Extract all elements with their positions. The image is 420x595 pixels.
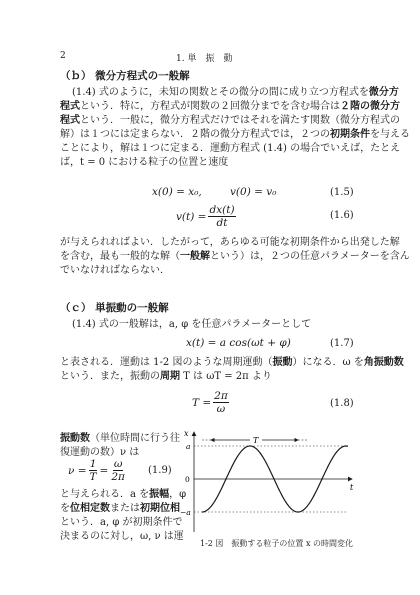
running-header: 1. 単 振 動 — [176, 54, 233, 64]
sb-line-3: 程式という．一般に，微分方程式だけではそれを満たす関数（微分方程式の — [60, 115, 400, 126]
axis-label-t: t — [350, 483, 354, 492]
sb-after-2: を含む，最も一般的な解（一般解という）は，２つの任意パラメーターを含ん — [60, 251, 410, 262]
sb-line-2: 程式という．特に，方程式が関数の２回微分までを含む場合は２階の微分方 — [60, 101, 400, 112]
eq-1-8-number: (1.8) — [330, 398, 354, 409]
sc-line-2: と表される．運動は 1-2 図のような周期運動（振動）になる．ω を角振動数 — [60, 357, 404, 368]
page-number: 2 — [60, 51, 66, 61]
eq-1-8-denominator: ω — [216, 403, 226, 415]
eq-1-9-eq: = — [99, 464, 109, 477]
lc-line-1: 振動数（単位時間に行う往 — [60, 433, 180, 444]
sc-line-1: (1.4) 式の一般解は，a, φ を任意パラメーターとして — [72, 319, 312, 330]
label-zero: 0 — [185, 475, 190, 484]
eq-1-5-left: x(0) = x₀, — [152, 186, 202, 198]
lc2-line-2: を位相定数または初期位相 — [60, 503, 180, 514]
axis-label-x: x — [184, 429, 189, 438]
label-period-T: T — [253, 436, 259, 445]
eq-1-9-f2-den: 2π — [111, 471, 125, 483]
eq-1-9-f1-den: T — [89, 471, 97, 483]
eq-1-6-number: (1.6) — [330, 210, 354, 221]
figure-caption: 1-2 図 振動する粒子の位置 x の時間変化 — [200, 539, 354, 548]
eq-1-6-lhs: v(t) = — [176, 210, 207, 223]
lc2-line-1: と与えられる．a を振幅，φ — [60, 489, 187, 500]
eq-1-8-lhs: T = — [192, 396, 212, 409]
sb-line-4: 解）は１つには定まらない．２階の微分方程式では，２つの初期条件を与える — [60, 129, 410, 140]
label-a: a — [186, 442, 191, 451]
lc2-line-3: という．a, φ が初期条件で — [60, 517, 183, 528]
eq-1-6-numerator: dx(t) — [209, 204, 235, 216]
eq-1-9-number: (1.9) — [148, 465, 172, 476]
eq-1-8 — [192, 390, 231, 415]
sb-after-1: が与えられればよい．したがって，あらゆる可能な初期条件から出発した解 — [60, 237, 400, 248]
lc2-line-4: 決まるのに対し，ω, ν は運 — [60, 531, 184, 542]
eq-1-6 — [176, 204, 238, 229]
eq-1-8-numerator: 2π — [214, 390, 228, 402]
eq-1-5-right: v(0) = v₀ — [230, 186, 277, 198]
figure-oscillation-plot — [180, 428, 360, 538]
eq-1-7-number: (1.7) — [330, 338, 354, 349]
eq-1-9 — [68, 458, 128, 483]
eq-1-5-number: (1.5) — [330, 187, 354, 198]
eq-1-7: x(t) = a cos(ωt + φ) — [186, 337, 291, 349]
sb-line-6: ば，t = 0 における粒子の位置と速度 — [60, 157, 229, 168]
sb-line-1: (1.4) 式のように，未知の関数とその微分の間に成り立つ方程式を微分方 — [72, 87, 399, 98]
section-b-title: （ｂ） 微分方程式の一般解 — [60, 70, 190, 82]
sc-line-3: という．また，振動の周期 T は ωT = 2π より — [60, 371, 272, 382]
label-neg-a: −a — [180, 508, 191, 517]
eq-1-9-f1-num: 1 — [89, 458, 97, 470]
sb-line-5: ことにより，解は１つに定まる．運動方程式 (1.4) の場合でいえば，たとえ — [60, 143, 401, 154]
eq-1-9-lhs: ν = — [68, 464, 87, 477]
eq-1-9-f2-num: ω — [113, 458, 123, 470]
section-c-title: （ｃ） 単振動の一般解 — [60, 302, 169, 314]
eq-1-6-denominator: dt — [216, 217, 228, 229]
lc-line-2: 復運動の数）ν は — [60, 447, 140, 458]
sb-after-3: でいなければならない． — [60, 265, 170, 276]
